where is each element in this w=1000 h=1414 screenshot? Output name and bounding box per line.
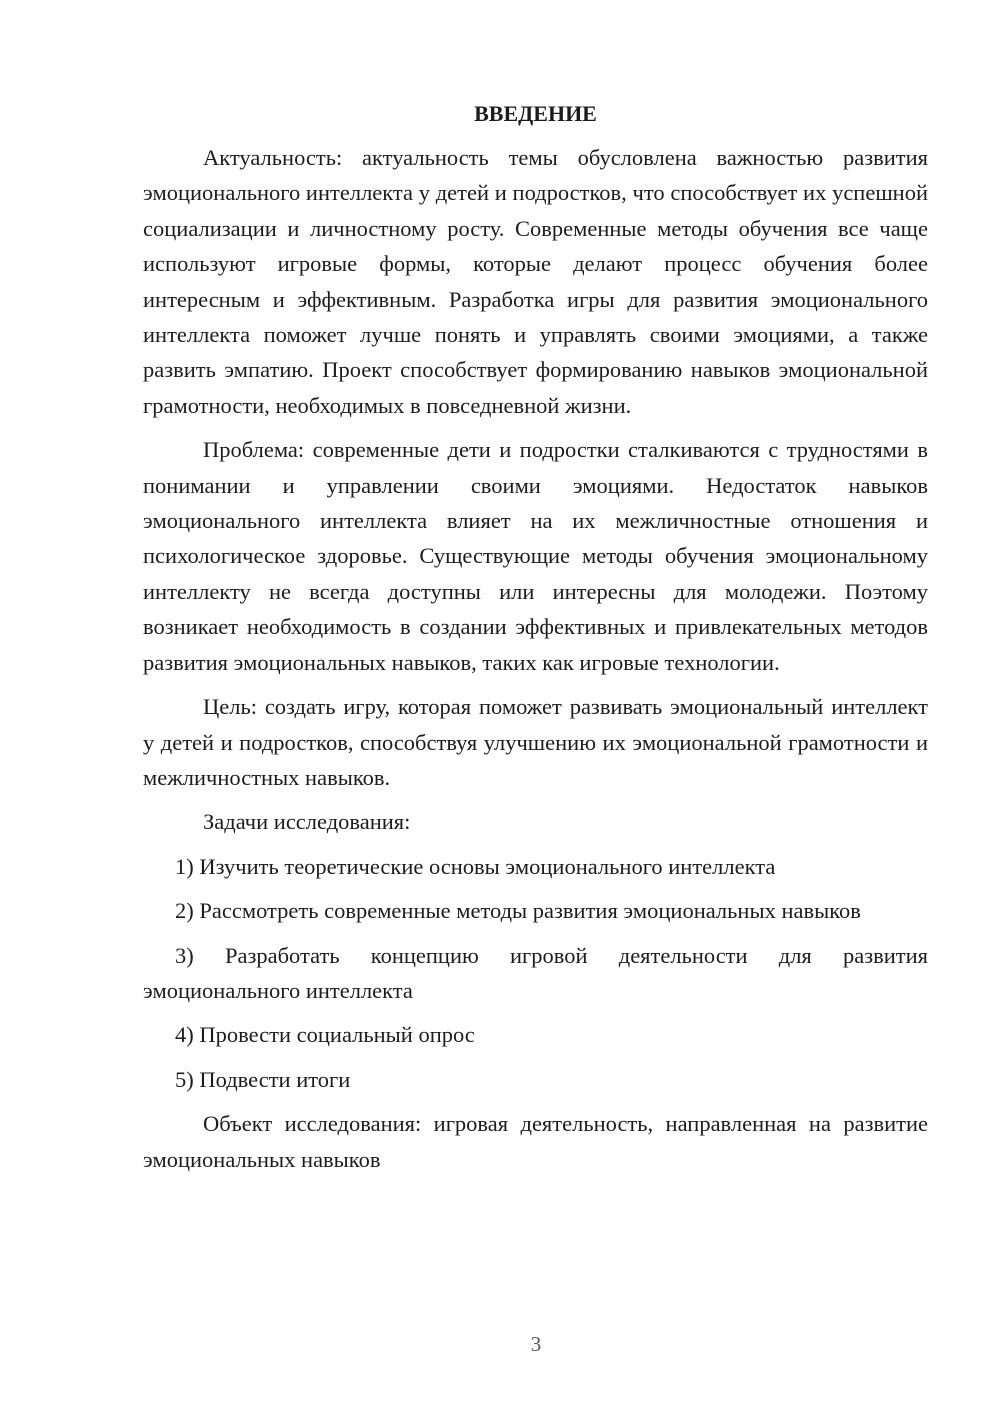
page-content [143,96,928,1186]
task-item: 5) Подвести итоги [175,1066,351,1092]
page-number: 3 [530,1332,542,1356]
task-item: 4) Провести социальный опрос [175,1022,475,1048]
task-item: 3) Разработать концепцию игровой деятельности для развития эмоционального интеллекта [143,942,928,1003]
problem-paragraph: Проблема: современные дети и подростки сталкиваются с трудностями в понимании и управлении своими эмоциями. Недостаток навыков эмоционального интеллекта влияет на их межличностные отношения и психологическое здоровье. Существующие методы обучения эмоциональному интеллекту не всегда доступны или интересны для молодежи. Поэтому возникает необходимость в создании эффективных и привлекательных методов развития эмоциональных навыков, таких как игровые технологии. [143,437,928,675]
task-item: 2) Рассмотреть современные методы развития эмоциональных навыков [175,898,861,924]
task-item: 1) Изучить теоретические основы эмоционального интеллекта [175,853,776,879]
relevance-paragraph: Актуальность: актуальность темы обусловлена важностью развития эмоционального интеллекта у детей и подростков, что способствует их успешной социализации и личностному росту. Современные методы обучения все чаще используют игровые формы, которые делают процесс обучения более интересным и эффективным. Разработка игры для развития эмоционального интеллекта поможет лучше понять и управлять своими эмоциями, а также развить эмпатию. Проект способствует формированию навыков эмоциональной грамотности, необходимых в повседневной жизни. [143,145,928,418]
tasks-heading: Задачи исследования: [203,809,411,835]
section-title: ВВЕДЕНИЕ [474,101,597,126]
goal-paragraph: Цель: создать игру, которая поможет развивать эмоциональный интеллект у детей и подростков, способствуя улучшению их эмоциональной грамотности и межличностных навыков. [143,694,928,790]
object-paragraph: Объект исследования: игровая деятельность, направленная на развитие эмоциональных навыков [143,1111,928,1172]
